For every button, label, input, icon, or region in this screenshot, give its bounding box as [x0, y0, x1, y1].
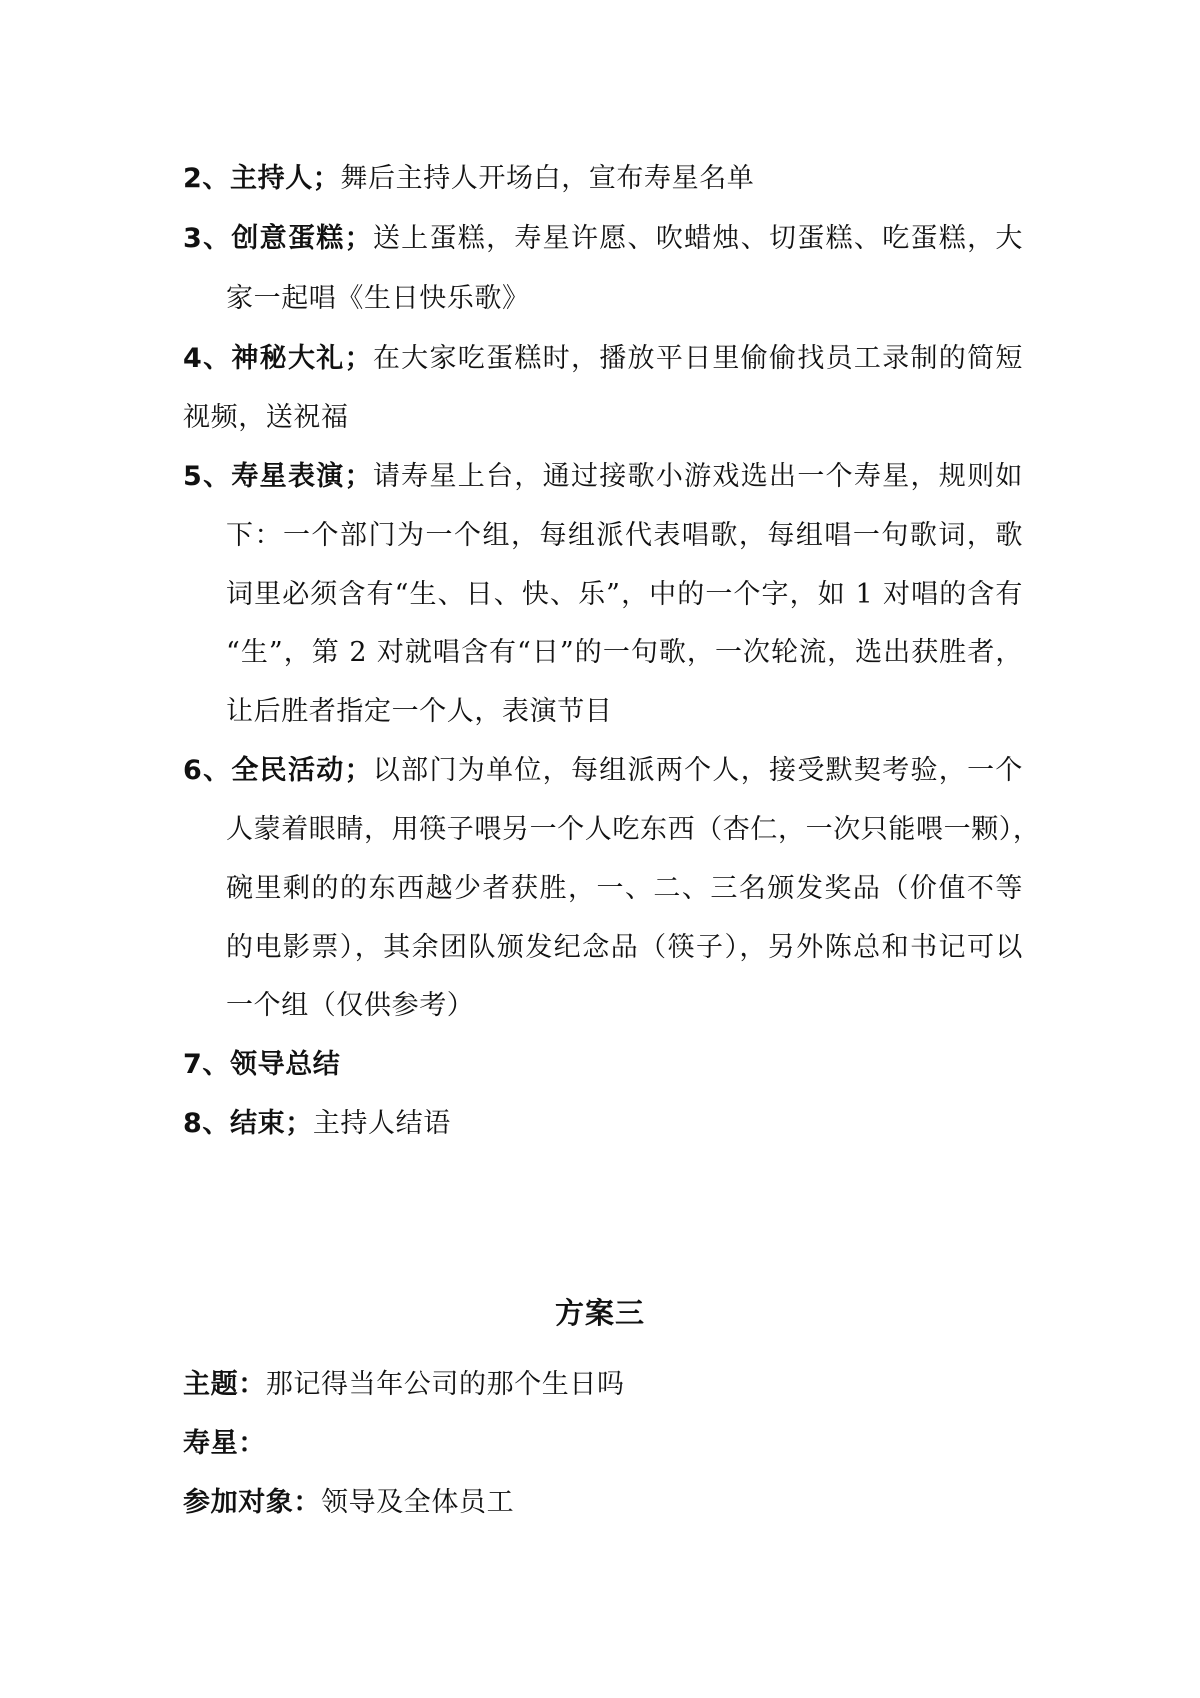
field-label: 参加对象：: [183, 1487, 321, 1518]
item-number: 5、: [183, 461, 232, 492]
item-number: 7、: [183, 1049, 230, 1080]
item-text: 请寿星上台，通过接歌小游戏选出一个寿星，规则如: [372, 461, 1023, 492]
item-number: 3、: [183, 223, 232, 254]
item-text: 舞后主持人开场白，宣布寿星名单: [340, 163, 755, 194]
item-5-line-3: 词里必须含有“生、日、快、乐”，中的一个字，如 1 对唱的含有: [226, 579, 1023, 610]
item-heading: 寿星表演；: [231, 461, 373, 492]
list-item-2: [183, 159, 1023, 199]
item-5-line-4: “生”，第 2 对就唱含有“日”的一句歌，一次轮流，选出获胜者，: [226, 637, 1023, 668]
item-4-continuation: 视频，送祝福: [183, 402, 349, 433]
item-number: 6、: [183, 755, 232, 786]
item-heading: 创意蛋糕；: [231, 223, 373, 254]
item-heading: 结束；: [230, 1108, 313, 1139]
field-theme: [183, 1365, 1023, 1405]
field-label: 主题：: [183, 1369, 266, 1400]
item-text: 主持人结语: [312, 1108, 451, 1139]
item-number: 4、: [183, 343, 232, 374]
list-item-4: [183, 339, 1023, 379]
item-heading: 领导总结: [230, 1049, 341, 1080]
item-number: 8、: [183, 1108, 230, 1139]
field-birthday-person: [183, 1424, 1023, 1464]
item-5-line-2: 下：一个部门为一个组，每组派代表唱歌，每组唱一句歌词，歌: [226, 520, 1023, 551]
item-6-line-5: 一个组（仅供参考）: [226, 990, 475, 1021]
item-heading: 神秘大礼；: [231, 343, 373, 374]
field-value: 领导及全体员工: [321, 1487, 515, 1518]
item-5-line-5: 让后胜者指定一个人，表演节目: [226, 696, 613, 727]
item-6-line-3: 碗里剩的的东西越少者获胜，一、二、三名颁发奖品（价值不等: [226, 873, 1023, 904]
item-text: 以部门为单位，每组派两个人，接受默契考验，一个: [372, 755, 1023, 786]
item-number: 2、: [183, 163, 230, 194]
field-value: 那记得当年公司的那个生日吗: [265, 1369, 625, 1400]
item-text: 送上蛋糕，寿星许愿、吹蜡烛、切蛋糕、吃蛋糕，大: [372, 223, 1023, 254]
section-title: 方案三: [554, 1296, 645, 1330]
list-item-6: [183, 751, 1023, 791]
item-heading: 主持人；: [230, 163, 341, 194]
list-item-8: [183, 1104, 1023, 1144]
field-label: 寿星：: [183, 1428, 266, 1459]
item-heading: 全民活动；: [231, 755, 373, 786]
list-item-5: [183, 457, 1023, 497]
item-text: 在大家吃蛋糕时，播放平日里偷偷找员工录制的简短: [372, 343, 1023, 374]
field-participants: [183, 1483, 1023, 1523]
list-item-3: [183, 219, 1023, 259]
item-6-line-2: 人蒙着眼睛，用筷子喂另一个人吃东西（杏仁，一次只能喂一颗），: [226, 814, 1041, 845]
list-item-7: [183, 1045, 1023, 1085]
item-6-line-4: 的电影票），其余团队颁发纪念品（筷子），另外陈总和书记可以: [226, 932, 1023, 963]
item-3-continuation: 家一起唱《生日快乐歌》: [226, 283, 530, 314]
